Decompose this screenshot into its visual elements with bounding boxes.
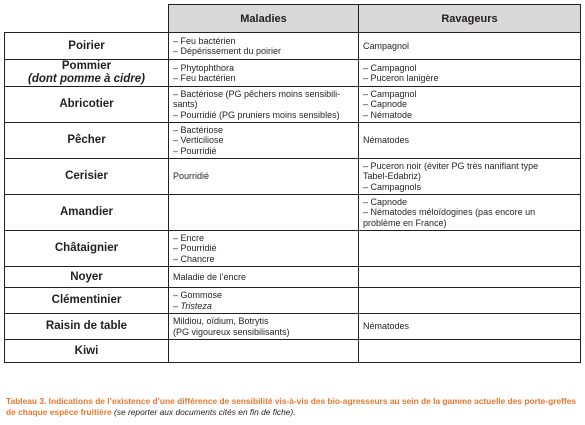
header-row (5, 5, 581, 33)
species-name: Poirier (68, 39, 105, 52)
pest-entry: – Campagnol (363, 88, 417, 99)
maladies-cell (169, 60, 359, 87)
species-name: Noyer (70, 270, 103, 283)
species-cell (5, 288, 169, 314)
disease-entry: – Feu bactérien (173, 35, 236, 46)
pest-entry: – Nématodes méloïdogines (pas encore un (363, 207, 536, 218)
ravageurs-cell (359, 159, 581, 195)
ravageurs-cell (359, 267, 581, 288)
table-row (5, 267, 581, 288)
disease-entry: – Dépérissement du poirier (173, 46, 282, 56)
table-row (5, 288, 581, 314)
table-row (5, 231, 581, 267)
species-cell (5, 159, 169, 195)
ravageurs-cell (359, 314, 581, 340)
species-cell (5, 60, 169, 87)
species-name: Pêcher (67, 134, 106, 146)
maladies-cell (169, 195, 359, 231)
disease-entry: – Verticiliose (173, 135, 224, 146)
ravageurs-cell (359, 288, 581, 314)
disease-entry: sants) (173, 99, 198, 110)
pest-entry: – Puceron noir (éviter PG très nanifiant type (363, 160, 539, 171)
species-name: Châtaignier (54, 242, 119, 254)
species-cell (5, 87, 169, 123)
maladies-cell (169, 288, 359, 314)
disease-entry: Mildiou, oïdium, Botrytis (173, 316, 269, 326)
pest-entry: – Campagnol (363, 62, 417, 73)
maladies-cell (169, 340, 359, 363)
species-cell (5, 231, 169, 267)
table-row (5, 33, 581, 60)
ravageurs-cell (359, 33, 581, 60)
table-body (5, 33, 581, 363)
disease-entry: Pourridié (173, 171, 210, 182)
table-row (5, 87, 581, 123)
maladies-cell (169, 123, 359, 159)
disease-entry: – Tristeza (173, 300, 212, 311)
ravageurs-cell (359, 231, 581, 267)
table-row (5, 195, 581, 231)
species-cell (5, 33, 169, 60)
disease-entry: – Feu bactérien (173, 73, 236, 83)
disease-entry: – Pourridié (PG pruniers moins sensibles) (173, 109, 340, 120)
disease-entry: – Gommose (173, 290, 223, 300)
table-row (5, 340, 581, 363)
table-row (5, 159, 581, 195)
disease-entry: – Phytophthora (173, 62, 235, 73)
maladies-cell (169, 314, 359, 340)
species-name: Amandier (59, 206, 114, 218)
header-maladies: Maladies (169, 5, 359, 33)
ravageurs-cell (359, 87, 581, 123)
pest-entry: Campagnol (363, 40, 410, 51)
table-row (5, 314, 581, 340)
header-ravageurs: Ravageurs (359, 5, 581, 33)
pest-entry: – Nématode (363, 109, 413, 120)
corner-cell (5, 5, 169, 33)
species-note: (dont pomme à cidre) (28, 73, 145, 85)
species-name: Raisin de table (45, 320, 128, 332)
disease-entry: – Bactériose (173, 124, 224, 135)
disease-entry: Maladie de l’encre (173, 271, 247, 282)
caption-main: Tableau 3. Indications de l’existence d’une différence de sensibilité vis-à-vis des bio-agresseurs au sein de la gamme actuelle des porte-greffes de chaque espèce fruitière (6, 396, 577, 417)
pest-entry: – Puceron lanigère (363, 73, 439, 83)
maladies-cell (169, 267, 359, 288)
ravageurs-cell (359, 60, 581, 87)
pest-entry: – Campagnols (363, 181, 422, 192)
table-caption (6, 396, 582, 417)
table-row (5, 123, 581, 159)
species-cell (5, 314, 169, 340)
species-name: Clémentinier (51, 294, 122, 306)
maladies-cell (169, 159, 359, 195)
disease-entry: – Bactériose (PG pêchers moins sensibili- (173, 88, 341, 99)
pest-entry: Nématodes (363, 135, 410, 146)
species-cell (5, 340, 169, 363)
ravageurs-cell (359, 195, 581, 231)
species-name: Pommier (61, 60, 112, 72)
maladies-cell (169, 231, 359, 267)
caption-reference: (se reporter aux documents cités en fin de fiche). (114, 406, 296, 417)
species-name: Kiwi (74, 344, 99, 357)
pest-entry: – Capnode (363, 196, 408, 207)
species-cell (5, 123, 169, 159)
disease-entry: – Encre (173, 232, 205, 243)
pest-entry: Nématodes (363, 321, 410, 332)
table-row (5, 60, 581, 87)
disease-entry: – Pourridié (173, 243, 217, 254)
species-cell (5, 195, 169, 231)
species-name: Abricotier (59, 98, 114, 110)
ravageurs-cell (359, 123, 581, 159)
pest-entry: Tabel-Edabriz) (363, 171, 422, 182)
maladies-cell (169, 87, 359, 123)
disease-entry: (PG vigoureux sensibilisants) (173, 326, 290, 337)
species-cell (5, 267, 169, 288)
disease-entry: – Pourridié (173, 145, 217, 156)
pest-entry: problème en France) (363, 217, 447, 228)
pest-entry: – Capnode (363, 99, 408, 110)
maladies-cell (169, 33, 359, 60)
species-name: Cerisier (65, 170, 108, 182)
disease-entry: – Chancre (173, 253, 215, 264)
ravageurs-cell (359, 340, 581, 363)
sensitivity-table (4, 4, 581, 363)
